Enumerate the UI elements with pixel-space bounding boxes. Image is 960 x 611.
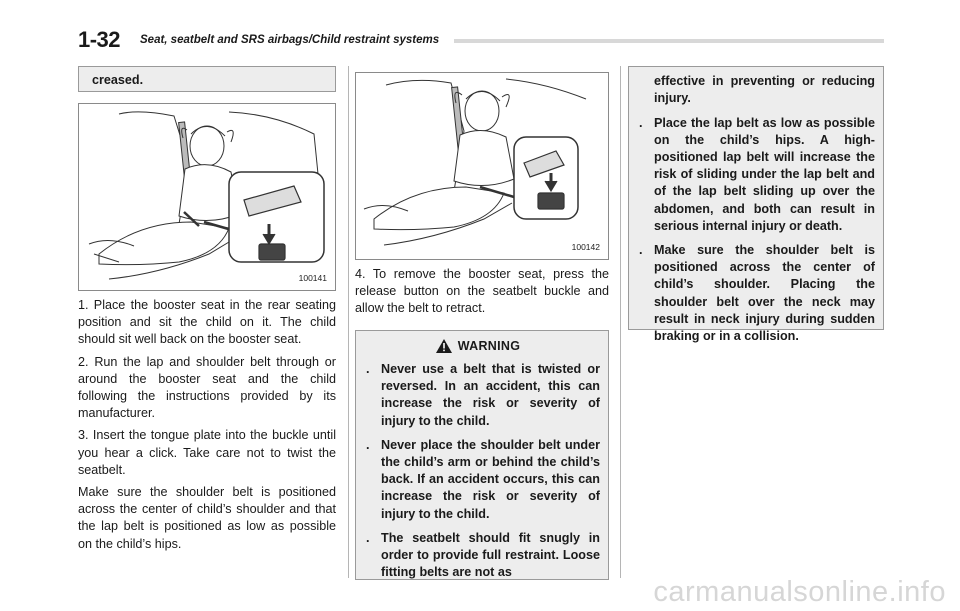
continued-box-text: creased. (92, 73, 144, 87)
warning-list (356, 361, 600, 581)
step-4-text: 4. To remove the booster seat, press the release button on the seatbelt buckle and allow the belt to retract. (355, 267, 609, 316)
figure-booster-release (355, 72, 609, 260)
warning-item-text: Never place the shoulder belt under the child’s arm or behind the child’s back. If an accident occurs, this can increase the risk or severity of injury to the child. (381, 437, 600, 521)
bullet: . (639, 243, 643, 258)
figure-booster-seat (78, 103, 336, 291)
bullet: . (366, 437, 370, 452)
figure-id: 100142 (571, 242, 600, 252)
warning-label: WARNING (457, 339, 521, 353)
warning-heading (356, 339, 600, 353)
warning-continued-list (629, 115, 875, 346)
continued-box (78, 66, 336, 92)
footer-watermark: carmanualsonline.info (653, 576, 946, 608)
note-paragraph: Make sure the shoulder belt is positioned across the center of child’s shoulder and that the lap belt is positioned as low as possible on the child’s hips. (78, 485, 336, 551)
list-item (629, 242, 875, 345)
column-divider-left (348, 66, 349, 578)
warning-continued-box (628, 66, 884, 344)
child-booster-seat-illustration (79, 104, 336, 291)
bullet: . (366, 362, 370, 376)
warning-item-text: Make sure the shoulder belt is positioned across the center of child’s shoulder. Placing the shoulder belt over the neck may result in neck injury during sudden braking or in a collision. (654, 243, 875, 344)
list-item (356, 437, 600, 523)
step-3-paragraph: 3. Insert the tongue plate into the buckle until you hear a click. Take care not to twist the seatbelt. (78, 428, 336, 477)
list-item (356, 530, 600, 582)
warning-triangle-icon (436, 339, 452, 353)
step-2-paragraph: 2. Run the lap and shoulder belt through or around the booster seat and the child following the instructions provided by its manufacturer. (78, 354, 336, 421)
list-item (356, 361, 600, 430)
warning-item-text: Place the lap belt as low as possible on the child’s hips. A high-positioned lap belt will increase the risk of sliding under the lap belt and of the lap belt sliding up over the abdomen, and both can result in serious internal injury or death. (654, 115, 875, 233)
left-column-text (78, 297, 336, 558)
list-item (629, 115, 875, 235)
warning-item-text: Never use a belt that is twisted or reversed. In an accident, this can increase the risk or severity of injury to the child. (381, 362, 600, 428)
header-rule (454, 39, 884, 43)
section-title: Seat, seatbelt and SRS airbags/Child restraint systems (140, 34, 440, 46)
warning-continuation-text: effective in preventing or reducing injury. (654, 74, 875, 106)
warning-box (355, 330, 609, 580)
child-booster-seat-release-illustration (356, 73, 609, 260)
step-1-paragraph: 1. Place the booster seat in the rear seating position and sit the child on it. The child should sit well back on the booster seat. (78, 298, 336, 347)
bullet: . (366, 530, 370, 545)
bullet: . (639, 115, 643, 130)
column-divider-right (620, 66, 621, 578)
page-header (78, 27, 884, 51)
warning-item-text: The seatbelt should fit snugly in order to provide full restraint. Loose fitting belts are not as (381, 530, 600, 580)
page-number: 1-32 (78, 27, 121, 52)
figure-id: 100141 (298, 273, 327, 283)
